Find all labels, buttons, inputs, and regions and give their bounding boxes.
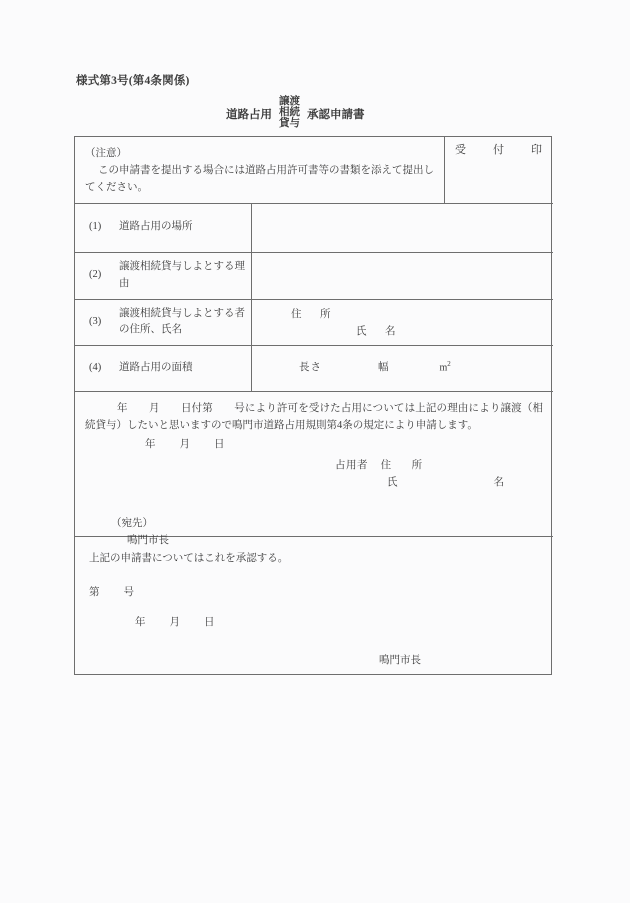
row-label-text-1: 道路占用の場所: [119, 221, 193, 233]
address-field-label: 住 所: [291, 309, 335, 320]
row-label-text-4: 道路占用の面積: [119, 361, 193, 373]
row-number-4: (4): [89, 361, 102, 373]
document-title: [226, 97, 365, 130]
occupant-tag: 占用者: [335, 459, 368, 471]
length-field-label: 長さ: [299, 362, 322, 374]
row-label-text-3: 譲渡相続貸与しよとする者の住所、氏名: [119, 307, 245, 335]
area-unit-exponent: 2: [447, 359, 451, 368]
title-option-lease: 貸与: [279, 117, 300, 129]
addressee-mayor: 鳴門市長: [127, 535, 169, 547]
approval-number-line[interactable]: 第 号: [89, 586, 135, 598]
occupant-name-label-a: 氏: [387, 476, 398, 488]
row-label-4: [75, 345, 251, 391]
name-field-label: 氏 名: [356, 325, 400, 337]
application-date-line[interactable]: 年 月 日: [145, 438, 226, 450]
area-unit-base: m: [439, 362, 448, 374]
approval-block: [75, 537, 553, 667]
application-block: [75, 392, 553, 550]
width-field-label: 幅: [378, 362, 390, 374]
occupant-block: [85, 458, 543, 492]
notice-body: この申請書を提出する場合には道路占用許可書等の書類を添えて提出してください。: [85, 165, 434, 193]
occupant-address-line: [335, 458, 543, 475]
occupant-name-line: [335, 475, 543, 492]
row-label-2: [75, 252, 251, 299]
row-value-1[interactable]: [251, 203, 553, 252]
row-label-text-2: 譲渡相続貸与しよとする理由: [119, 261, 245, 289]
row-label-3: [75, 299, 251, 345]
occupant-name-label-b: 名: [493, 476, 504, 488]
addressee-heading: （宛先）: [111, 518, 153, 530]
row-label-1: [75, 203, 251, 252]
row-value-4[interactable]: [251, 345, 553, 391]
row-number-2: (2): [89, 269, 102, 281]
area-fields: [251, 359, 451, 377]
area-unit-label: [440, 359, 451, 376]
row-value-2[interactable]: [251, 252, 553, 299]
notice-heading: （注意）: [85, 148, 127, 159]
title-stacked-options: [279, 97, 300, 130]
form-number: 様式第3号(第4条関係): [76, 75, 190, 87]
form-table: [74, 136, 552, 675]
approval-statement: 上記の申請書についてはこれを承認する。: [89, 553, 289, 564]
receipt-stamp-label: 受 付 印: [455, 144, 550, 156]
occupant-address-label: 住 所: [380, 459, 428, 471]
approval-mayor: 鳴門市長: [379, 654, 421, 666]
row-value-3[interactable]: [251, 299, 553, 345]
title-right-part: 承認申請書: [307, 108, 365, 121]
approval-date-line[interactable]: 年 月 日: [135, 616, 216, 628]
column-divider-stamp: [444, 137, 445, 203]
title-option-transfer: 譲渡: [279, 96, 300, 107]
notice-block: [85, 145, 437, 196]
row-number-1: (1): [89, 221, 102, 233]
application-paragraph: 年 月 日付第 号により許可を受けた占用については上記の理由により譲渡（相続貸与）したいと思いますので鳴門市道路占用規則第4条の規定により申請します。: [85, 403, 543, 432]
row-number-3: (3): [89, 315, 102, 327]
title-left-part: 道路占用: [226, 108, 272, 121]
title-option-inheritance: 相続: [279, 106, 300, 118]
